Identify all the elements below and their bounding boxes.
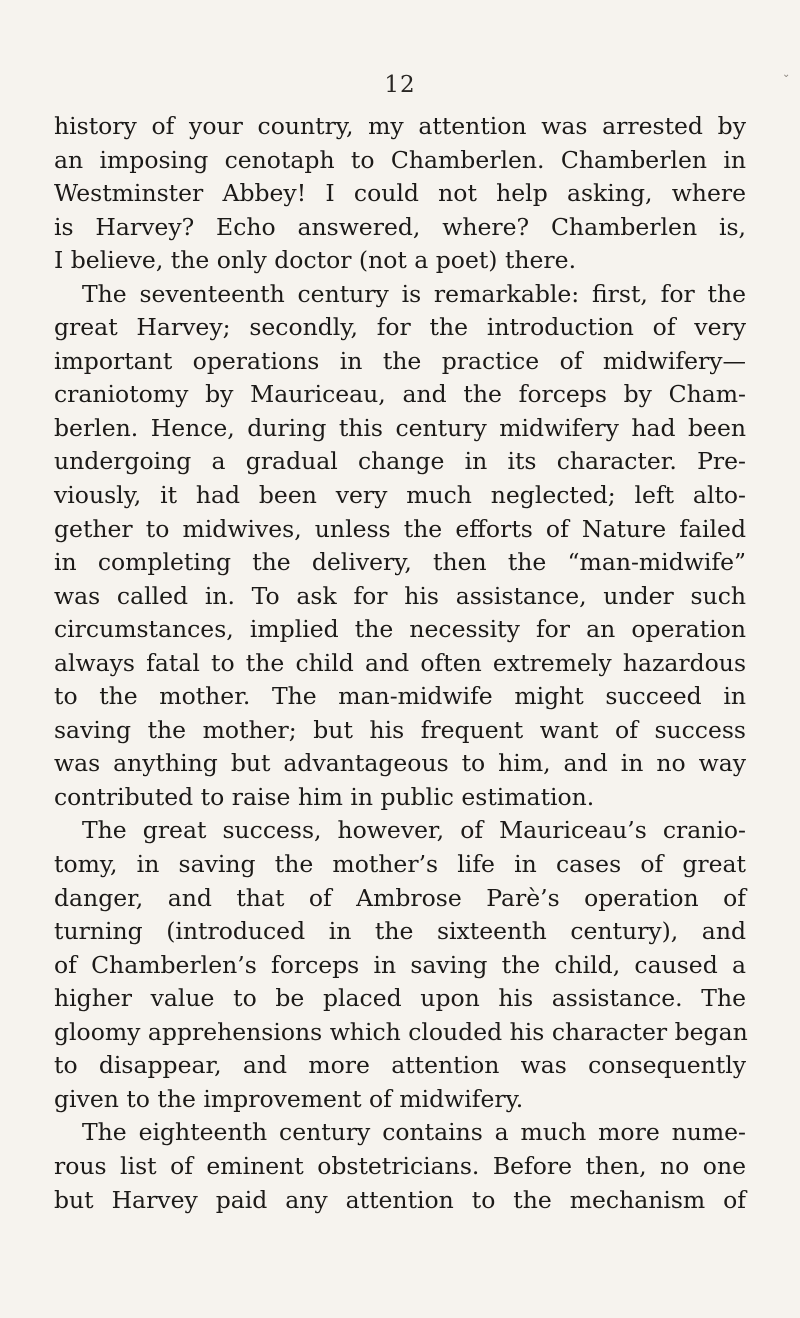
text-line: in completing the delivery, then the “man-midwife” xyxy=(54,548,746,577)
text-line: The eighteenth century contains a much more nume- xyxy=(82,1118,746,1147)
text-line: undergoing a gradual change in its character. Pre- xyxy=(54,447,746,476)
text-line: The great success, however, of Mauriceau’s cranio- xyxy=(82,816,746,845)
text-line: of Chamberlen’s forceps in saving the child, caused a xyxy=(54,950,746,979)
text-line: I believe, the only doctor (not a poet) there. xyxy=(54,246,577,275)
text-line: but Harvey paid any attention to the mechanism of xyxy=(54,1185,746,1214)
text-line: higher value to be placed upon his assistance. The xyxy=(54,984,746,1013)
text-line: danger, and that of Ambrose Parè’s operation of xyxy=(54,883,746,912)
text-line: great Harvey; secondly, for the introduction of very xyxy=(54,313,746,342)
text-line: contributed to raise him in public estimation. xyxy=(54,782,595,811)
text-line: was anything but advantageous to him, and in no way xyxy=(54,749,746,778)
page-number: 12 xyxy=(384,72,416,98)
text-line: Westminster Abbey! I could not help asking, where xyxy=(54,179,746,208)
text-line: craniotomy by Mauriceau, and the forceps by Cham- xyxy=(54,380,746,409)
text-line: turning (introduced in the sixteenth century), and xyxy=(54,917,746,946)
text-line: viously, it had been very much neglected; left alto- xyxy=(54,481,746,510)
text-line: saving the mother; but his frequent want of success xyxy=(54,715,746,744)
text-line: an imposing cenotaph to Chamberlen. Chamberlen in xyxy=(54,145,746,174)
text-line: rous list of eminent obstetricians. Before then, no one xyxy=(54,1151,746,1180)
text-line: given to the improvement of midwifery. xyxy=(54,1084,524,1113)
text-line: history of your country, my attention was arrested by xyxy=(54,112,746,140)
text-line: to the mother. The man-midwife might succeed in xyxy=(54,682,746,711)
text-line: gether to midwives, unless the efforts of Nature failed xyxy=(54,514,746,543)
page-body-text xyxy=(54,110,746,1217)
text-line: to disappear, and more attention was consequently xyxy=(54,1051,746,1080)
text-line: berlen. Hence, during this century midwifery had been xyxy=(54,413,746,442)
text-line: important operations in the practice of midwifery— xyxy=(54,346,746,375)
text-line: gloomy apprehensions which clouded his character began xyxy=(54,1017,748,1046)
text-line: always fatal to the child and often extremely hazardous xyxy=(54,648,746,677)
text-line: is Harvey? Echo answered, where? Chamberlen is, xyxy=(54,212,746,241)
text-line: was called in. To ask for his assistance, under such xyxy=(54,581,746,610)
text-line: tomy, in saving the mother’s life in cases of great xyxy=(54,850,746,879)
text-line: The seventeenth century is remarkable: first, for the xyxy=(82,279,746,308)
corner-mark: ⌄ xyxy=(782,69,791,80)
text-line: circumstances, implied the necessity for an operation xyxy=(54,615,746,644)
